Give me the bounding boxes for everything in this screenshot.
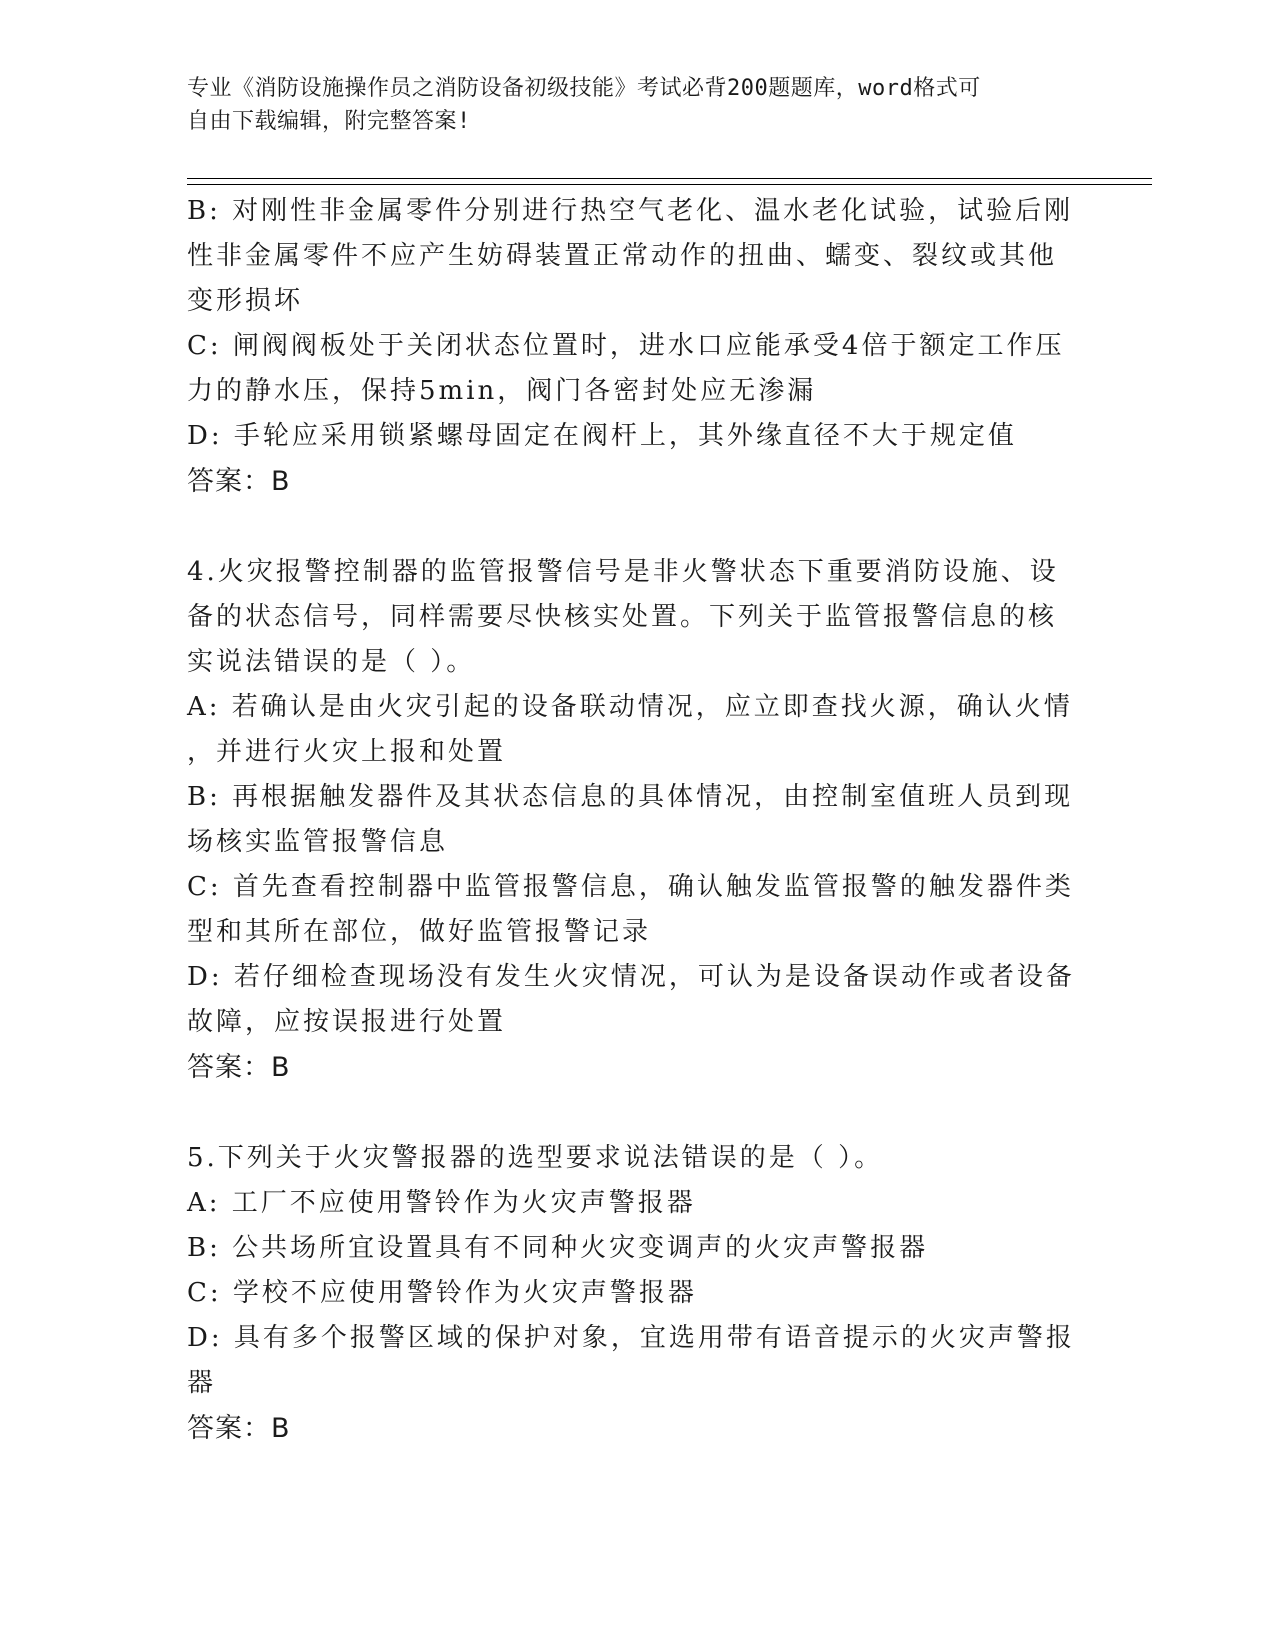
text-line: C: 闸阀阀板处于关闭状态位置时，进水口应能承受4倍于额定工作压 — [187, 331, 1065, 361]
q4-answer: 答案：B — [187, 1052, 291, 1083]
header-line-2: 自由下载编辑，附完整答案! — [187, 109, 471, 134]
q4-stem — [187, 550, 1087, 685]
header-line-1: 专业《消防设施操作员之消防设备初级技能》考试必背200题题库，word格式可 — [187, 76, 981, 101]
text-line: ，并进行火灾上报和处置 — [187, 737, 507, 767]
text-line: 备的状态信号，同样需要尽快核实处置。下列关于监管报警信息的核 — [187, 602, 1058, 632]
header-rule-bottom — [187, 184, 1152, 185]
text-line: 力的静水压，保持5min，阀门各密封处应无渗漏 — [187, 376, 817, 406]
question-4 — [187, 550, 1087, 1090]
q5-option-b — [187, 1226, 1087, 1271]
text-line: B: 公共场所宜设置具有不同种火灾变调声的火灾声警报器 — [187, 1233, 929, 1263]
spacer — [187, 1090, 1087, 1136]
header-rule-top — [187, 178, 1152, 179]
text-line: 5.下列关于火灾警报器的选型要求说法错误的是（ ）。 — [187, 1143, 884, 1173]
text-line: A: 工厂不应使用警铃作为火灾声警报器 — [187, 1188, 696, 1218]
text-line: B: 再根据触发器件及其状态信息的具体情况，由控制室值班人员到现 — [187, 782, 1074, 812]
q4-option-b — [187, 775, 1087, 865]
text-line: D: 若仔细检查现场没有发生火灾情况，可认为是设备误动作或者设备 — [187, 962, 1075, 992]
text-line: 场核实监管报警信息 — [187, 827, 449, 857]
q3-option-c — [187, 324, 1087, 414]
q5-option-a — [187, 1181, 1087, 1226]
q4-option-a — [187, 685, 1087, 775]
question-3 — [187, 189, 1087, 504]
q5-option-d — [187, 1316, 1087, 1406]
q5-option-c — [187, 1271, 1087, 1316]
text-line: B: 对刚性非金属零件分别进行热空气老化、温水老化试验，试验后刚 — [187, 196, 1074, 226]
text-line: C: 首先查看控制器中监管报警信息，确认触发监管报警的触发器件类 — [187, 872, 1074, 902]
q4-option-c — [187, 865, 1087, 955]
text-line: C: 学校不应使用警铃作为火灾声警报器 — [187, 1278, 697, 1308]
q3-option-d — [187, 414, 1087, 459]
q5-stem — [187, 1136, 1087, 1181]
q5-answer: 答案：B — [187, 1413, 291, 1444]
q3-answer: 答案：B — [187, 466, 291, 497]
text-line: 变形损坏 — [187, 286, 304, 316]
text-line: 型和其所在部位，做好监管报警记录 — [187, 917, 652, 947]
text-line: D: 具有多个报警区域的保护对象，宜选用带有语音提示的火灾声警报 — [187, 1323, 1075, 1353]
spacer — [187, 504, 1087, 550]
text-line: 实说法错误的是（ ）。 — [187, 647, 476, 677]
question-5 — [187, 1136, 1087, 1451]
text-line: 故障，应按误报进行处置 — [187, 1007, 507, 1037]
document-body — [187, 189, 1087, 1451]
text-line: A: 若确认是由火灾引起的设备联动情况，应立即查找火源，确认火情 — [187, 692, 1073, 722]
q3-option-b — [187, 189, 1087, 324]
q4-option-d — [187, 955, 1087, 1045]
text-line: 器 — [187, 1368, 217, 1398]
text-line: 性非金属零件不应产生妨碍装置正常动作的扭曲、蠕变、裂纹或其他 — [187, 241, 1058, 271]
text-line: D: 手轮应采用锁紧螺母固定在阀杆上，其外缘直径不大于规定值 — [187, 421, 1017, 451]
text-line: 4.火灾报警控制器的监管报警信号是非火警状态下重要消防设施、设 — [187, 557, 1059, 587]
document-header — [187, 72, 1067, 138]
